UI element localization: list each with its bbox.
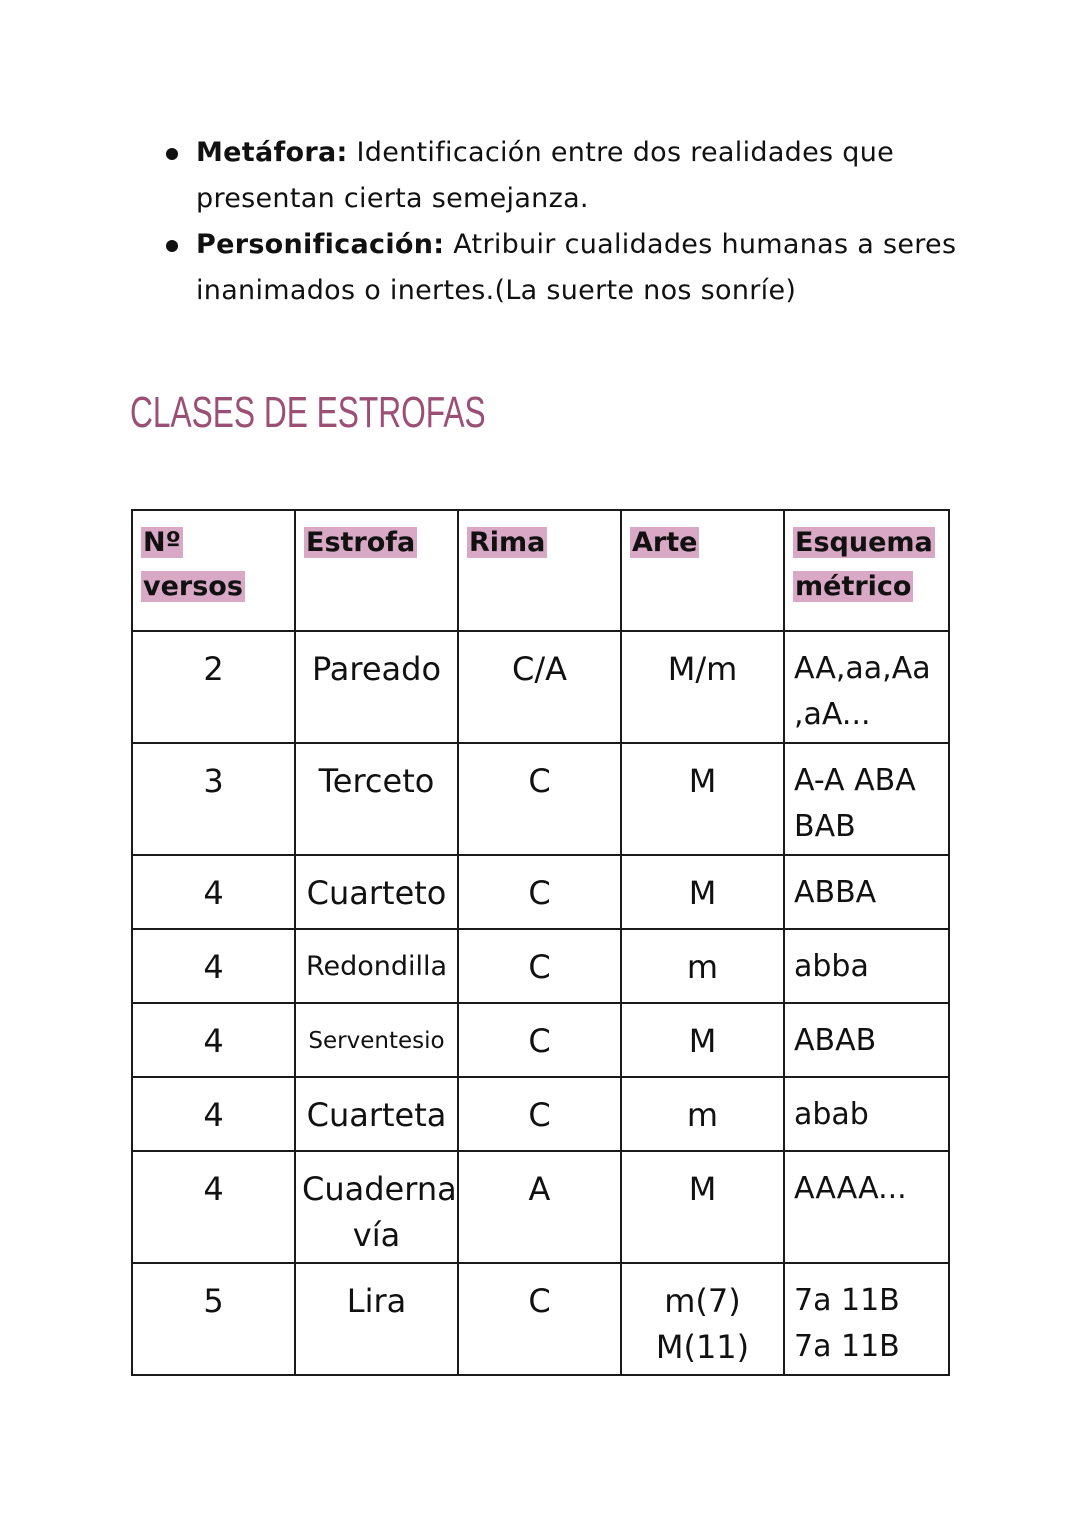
cell-art: M	[621, 855, 784, 929]
header-verses-count	[132, 510, 295, 631]
cell-scheme: abab	[784, 1077, 949, 1151]
header-metric-scheme	[784, 510, 949, 631]
header-scheme-line1: Esquema	[795, 527, 933, 558]
cell-rhyme: C/A	[458, 631, 621, 743]
cell-scheme: AA,aa,Aa ,aA...	[784, 631, 949, 743]
figure-definition: Identificación entre dos realidades que presentan cierta semejanza.	[196, 137, 895, 214]
section-title: CLASES DE ESTROFAS	[130, 388, 486, 437]
figure-personification	[160, 222, 980, 314]
header-scheme-line2: métrico	[795, 571, 912, 602]
header-strophe	[295, 510, 458, 631]
cell-strophe: Serventesio	[295, 1003, 458, 1077]
cell-scheme: ABAB	[784, 1003, 949, 1077]
cell-strophe: Lira	[295, 1263, 458, 1375]
cell-scheme: AAAA...	[784, 1151, 949, 1263]
cell-art: M	[621, 743, 784, 855]
strophe-table	[131, 509, 950, 1376]
cell-strophe: Cuarteto	[295, 855, 458, 929]
header-rhyme-label: Rima	[469, 527, 546, 558]
cell-strophe: Cuarteta	[295, 1077, 458, 1151]
cell-verses: 4	[132, 929, 295, 1003]
header-verses-line1: Nº	[143, 527, 181, 558]
cell-rhyme: C	[458, 1003, 621, 1077]
table-row	[132, 631, 949, 743]
table-row	[132, 1151, 949, 1263]
header-art	[621, 510, 784, 631]
cell-verses: 5	[132, 1263, 295, 1375]
table-header-row	[132, 510, 949, 631]
table-row	[132, 1077, 949, 1151]
cell-strophe: Redondilla	[295, 929, 458, 1003]
cell-scheme: ABBA	[784, 855, 949, 929]
cell-rhyme: C	[458, 855, 621, 929]
cell-art: M/m	[621, 631, 784, 743]
header-strophe-label: Estrofa	[306, 527, 416, 558]
header-art-label: Arte	[632, 527, 698, 558]
table-row	[132, 855, 949, 929]
table-row	[132, 743, 949, 855]
cell-rhyme: C	[458, 1077, 621, 1151]
cell-scheme: A-A ABA BAB	[784, 743, 949, 855]
cell-verses: 4	[132, 1077, 295, 1151]
cell-verses: 4	[132, 1151, 295, 1263]
cell-rhyme: C	[458, 929, 621, 1003]
figure-definition: Atribuir cualidades humanas a seres inanimados o inertes.(La suerte nos sonríe)	[196, 229, 957, 306]
cell-art: m(7) M(11)	[621, 1263, 784, 1375]
cell-strophe: Cuaderna vía	[295, 1151, 458, 1263]
cell-verses: 2	[132, 631, 295, 743]
table-row	[132, 1003, 949, 1077]
cell-art: M	[621, 1151, 784, 1263]
header-verses-line2: versos	[143, 571, 243, 602]
cell-scheme: 7a 11B 7a 11B	[784, 1263, 949, 1375]
cell-rhyme: C	[458, 1263, 621, 1375]
header-rhyme	[458, 510, 621, 631]
cell-verses: 4	[132, 1003, 295, 1077]
table-row	[132, 1263, 949, 1375]
table-row	[132, 929, 949, 1003]
cell-strophe: Terceto	[295, 743, 458, 855]
bullet-icon	[166, 240, 178, 252]
cell-verses: 3	[132, 743, 295, 855]
cell-verses: 4	[132, 855, 295, 929]
cell-art: m	[621, 929, 784, 1003]
cell-art: m	[621, 1077, 784, 1151]
figure-metaphor	[160, 130, 980, 222]
cell-strophe: Pareado	[295, 631, 458, 743]
figures-list	[160, 130, 980, 314]
cell-art: M	[621, 1003, 784, 1077]
figure-term: Metáfora:	[196, 137, 348, 168]
figure-term: Personificación:	[196, 229, 445, 260]
cell-rhyme: C	[458, 743, 621, 855]
bullet-icon	[166, 148, 178, 160]
cell-rhyme: A	[458, 1151, 621, 1263]
cell-scheme: abba	[784, 929, 949, 1003]
